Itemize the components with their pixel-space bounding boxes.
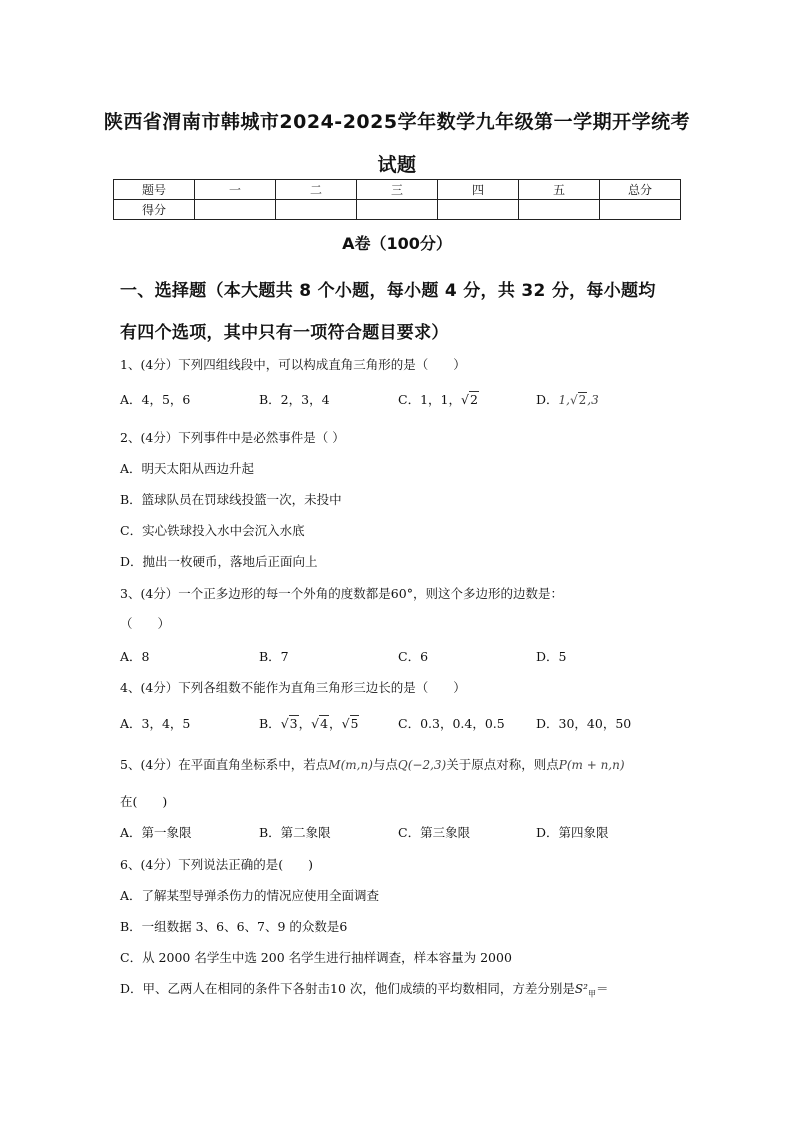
question-4-stem: 4、(4分）下列各组数不能作为直角三角形三边长的是（ ） xyxy=(120,680,466,695)
exam-title-line2: 试题 xyxy=(377,154,417,176)
q2-option-a: A．明天太阳从西边升起 xyxy=(120,461,255,476)
score-cell-part1: 一 xyxy=(195,180,276,200)
q4-option-b xyxy=(259,714,359,732)
q5-option-a: A．第一象限 xyxy=(120,825,192,840)
q1-option-d xyxy=(536,390,599,408)
q3-blank: （ ） xyxy=(120,616,171,631)
section1-heading-line2: 有四个选项，其中只有一项符合题目要求） xyxy=(120,323,449,343)
score-input-cell[interactable] xyxy=(357,200,438,220)
question-6-stem: 6、(4分）下列说法正确的是( ) xyxy=(120,857,314,872)
score-table-score-row xyxy=(114,200,681,220)
variance-symbol: S² xyxy=(574,982,588,996)
q6-option-a: A．了解某型导弹杀伤力的情况应使用全面调查 xyxy=(120,888,380,903)
q4-option-a: A．3，4，5 xyxy=(120,716,191,731)
score-cell-part4: 四 xyxy=(438,180,519,200)
q6-option-c: C．从 2000 名学生中选 200 名学生进行抽样调查，样本容量为 2000 xyxy=(120,950,512,965)
q6-option-d-text: D．甲、乙两人在相同的条件下各射击10 次，他们成绩的平均数相同，方差分别是 xyxy=(120,981,575,996)
score-cell-part5: 五 xyxy=(519,180,600,200)
sqrt-symbol: √5 xyxy=(341,716,359,731)
q4-b-radicand-3: 5 xyxy=(350,716,359,731)
score-input-cell[interactable] xyxy=(438,200,519,220)
q4-b-radicand-1: 3 xyxy=(289,716,298,731)
score-cell-total: 总分 xyxy=(600,180,681,200)
volume-title: A卷（100分） xyxy=(342,234,452,253)
q6-option-b: B．一组数据 3、6、6、7、9 的众数是6 xyxy=(120,919,348,934)
exam-title-line1: 陕西省渭南市韩城市2024-2025学年数学九年级第一学期开学统考 xyxy=(103,111,691,133)
score-input-cell[interactable] xyxy=(600,200,681,220)
question-2-stem: 2、(4分）下列事件中是必然事件是（ ） xyxy=(120,430,345,445)
section1-heading-line1: 一、选择题（本大题共 8 个小题，每小题 4 分，共 32 分，每小题均 xyxy=(120,281,656,301)
score-input-cell[interactable] xyxy=(195,200,276,220)
sqrt-symbol: √4 xyxy=(311,716,329,731)
q1-option-c xyxy=(398,390,479,408)
sqrt-symbol: √2 xyxy=(569,393,587,407)
q3-option-d: D．5 xyxy=(536,649,567,664)
sqrt-symbol: √2 xyxy=(460,392,478,407)
score-table xyxy=(113,179,681,220)
q2-option-b: B．篮球队员在罚球线投篮一次，未投中 xyxy=(120,492,342,507)
score-cell-part3: 三 xyxy=(357,180,438,200)
q3-option-c: C．6 xyxy=(398,649,429,664)
q1-option-d-math xyxy=(559,392,599,407)
separator: ， xyxy=(298,716,312,731)
q1-option-b: B．2，3，4 xyxy=(259,392,330,407)
q1-option-c-radicand: 2 xyxy=(469,392,478,407)
q3-option-a: A．8 xyxy=(120,649,150,664)
q1-option-a: A．4，5，6 xyxy=(120,392,191,407)
score-table-header-row xyxy=(114,180,681,200)
q2-option-d: D．抛出一枚硬币，落地后正面向上 xyxy=(120,554,318,569)
point-m-math: M(m,n) xyxy=(328,758,373,772)
sqrt-symbol: √3 xyxy=(280,716,298,731)
q4-option-d: D．30，40，50 xyxy=(536,716,632,731)
separator: ， xyxy=(329,716,342,731)
q5-stem-part-c: 关于原点对称，则点 xyxy=(446,757,559,772)
q1-d-radicand: 2 xyxy=(578,393,587,407)
equals-sign: ＝ xyxy=(595,981,609,996)
q5-option-d: D．第四象限 xyxy=(536,825,609,840)
variance-subscript: 甲 xyxy=(587,989,596,999)
score-input-cell[interactable] xyxy=(519,200,600,220)
q5-option-b: B．第二象限 xyxy=(259,825,331,840)
score-row-label: 得分 xyxy=(114,200,195,220)
point-p-math: P(m + n,n) xyxy=(558,758,625,772)
q1-option-d-label: D． xyxy=(536,392,559,407)
q6-option-d xyxy=(120,979,608,1000)
q5-stem-line2: 在( ) xyxy=(120,794,168,809)
q3-option-b: B．7 xyxy=(259,649,289,664)
q2-option-c: C．实心铁球投入水中会沉入水底 xyxy=(120,523,305,538)
q4-b-radicand-2: 4 xyxy=(320,716,329,731)
q1-option-c-text: C．1，1， xyxy=(398,392,461,407)
q1-d-part-a: 1, xyxy=(558,393,570,407)
q5-option-c: C．第三象限 xyxy=(398,825,471,840)
question-5-stem xyxy=(120,755,625,773)
score-cell-part2: 二 xyxy=(276,180,357,200)
question-1-stem: 1、(4分）下列四组线段中，可以构成直角三角形的是（ ） xyxy=(120,357,466,372)
q5-stem-part-a: 5、(4分）在平面直角坐标系中，若点 xyxy=(120,757,329,772)
q4-option-c: C．0.3，0.4，0.5 xyxy=(398,716,505,731)
q5-stem-part-b: 与点 xyxy=(372,757,398,772)
q4-option-b-label: B． xyxy=(259,716,281,731)
question-3-stem: 3、(4分）一个正多边形的每一个外角的度数都是60°，则这个多边形的边数是： xyxy=(120,586,563,601)
score-input-cell[interactable] xyxy=(276,200,357,220)
point-q-math: Q(−2,3) xyxy=(397,758,447,772)
score-cell-label: 题号 xyxy=(114,180,195,200)
q1-d-part-b: ,3 xyxy=(587,393,599,407)
